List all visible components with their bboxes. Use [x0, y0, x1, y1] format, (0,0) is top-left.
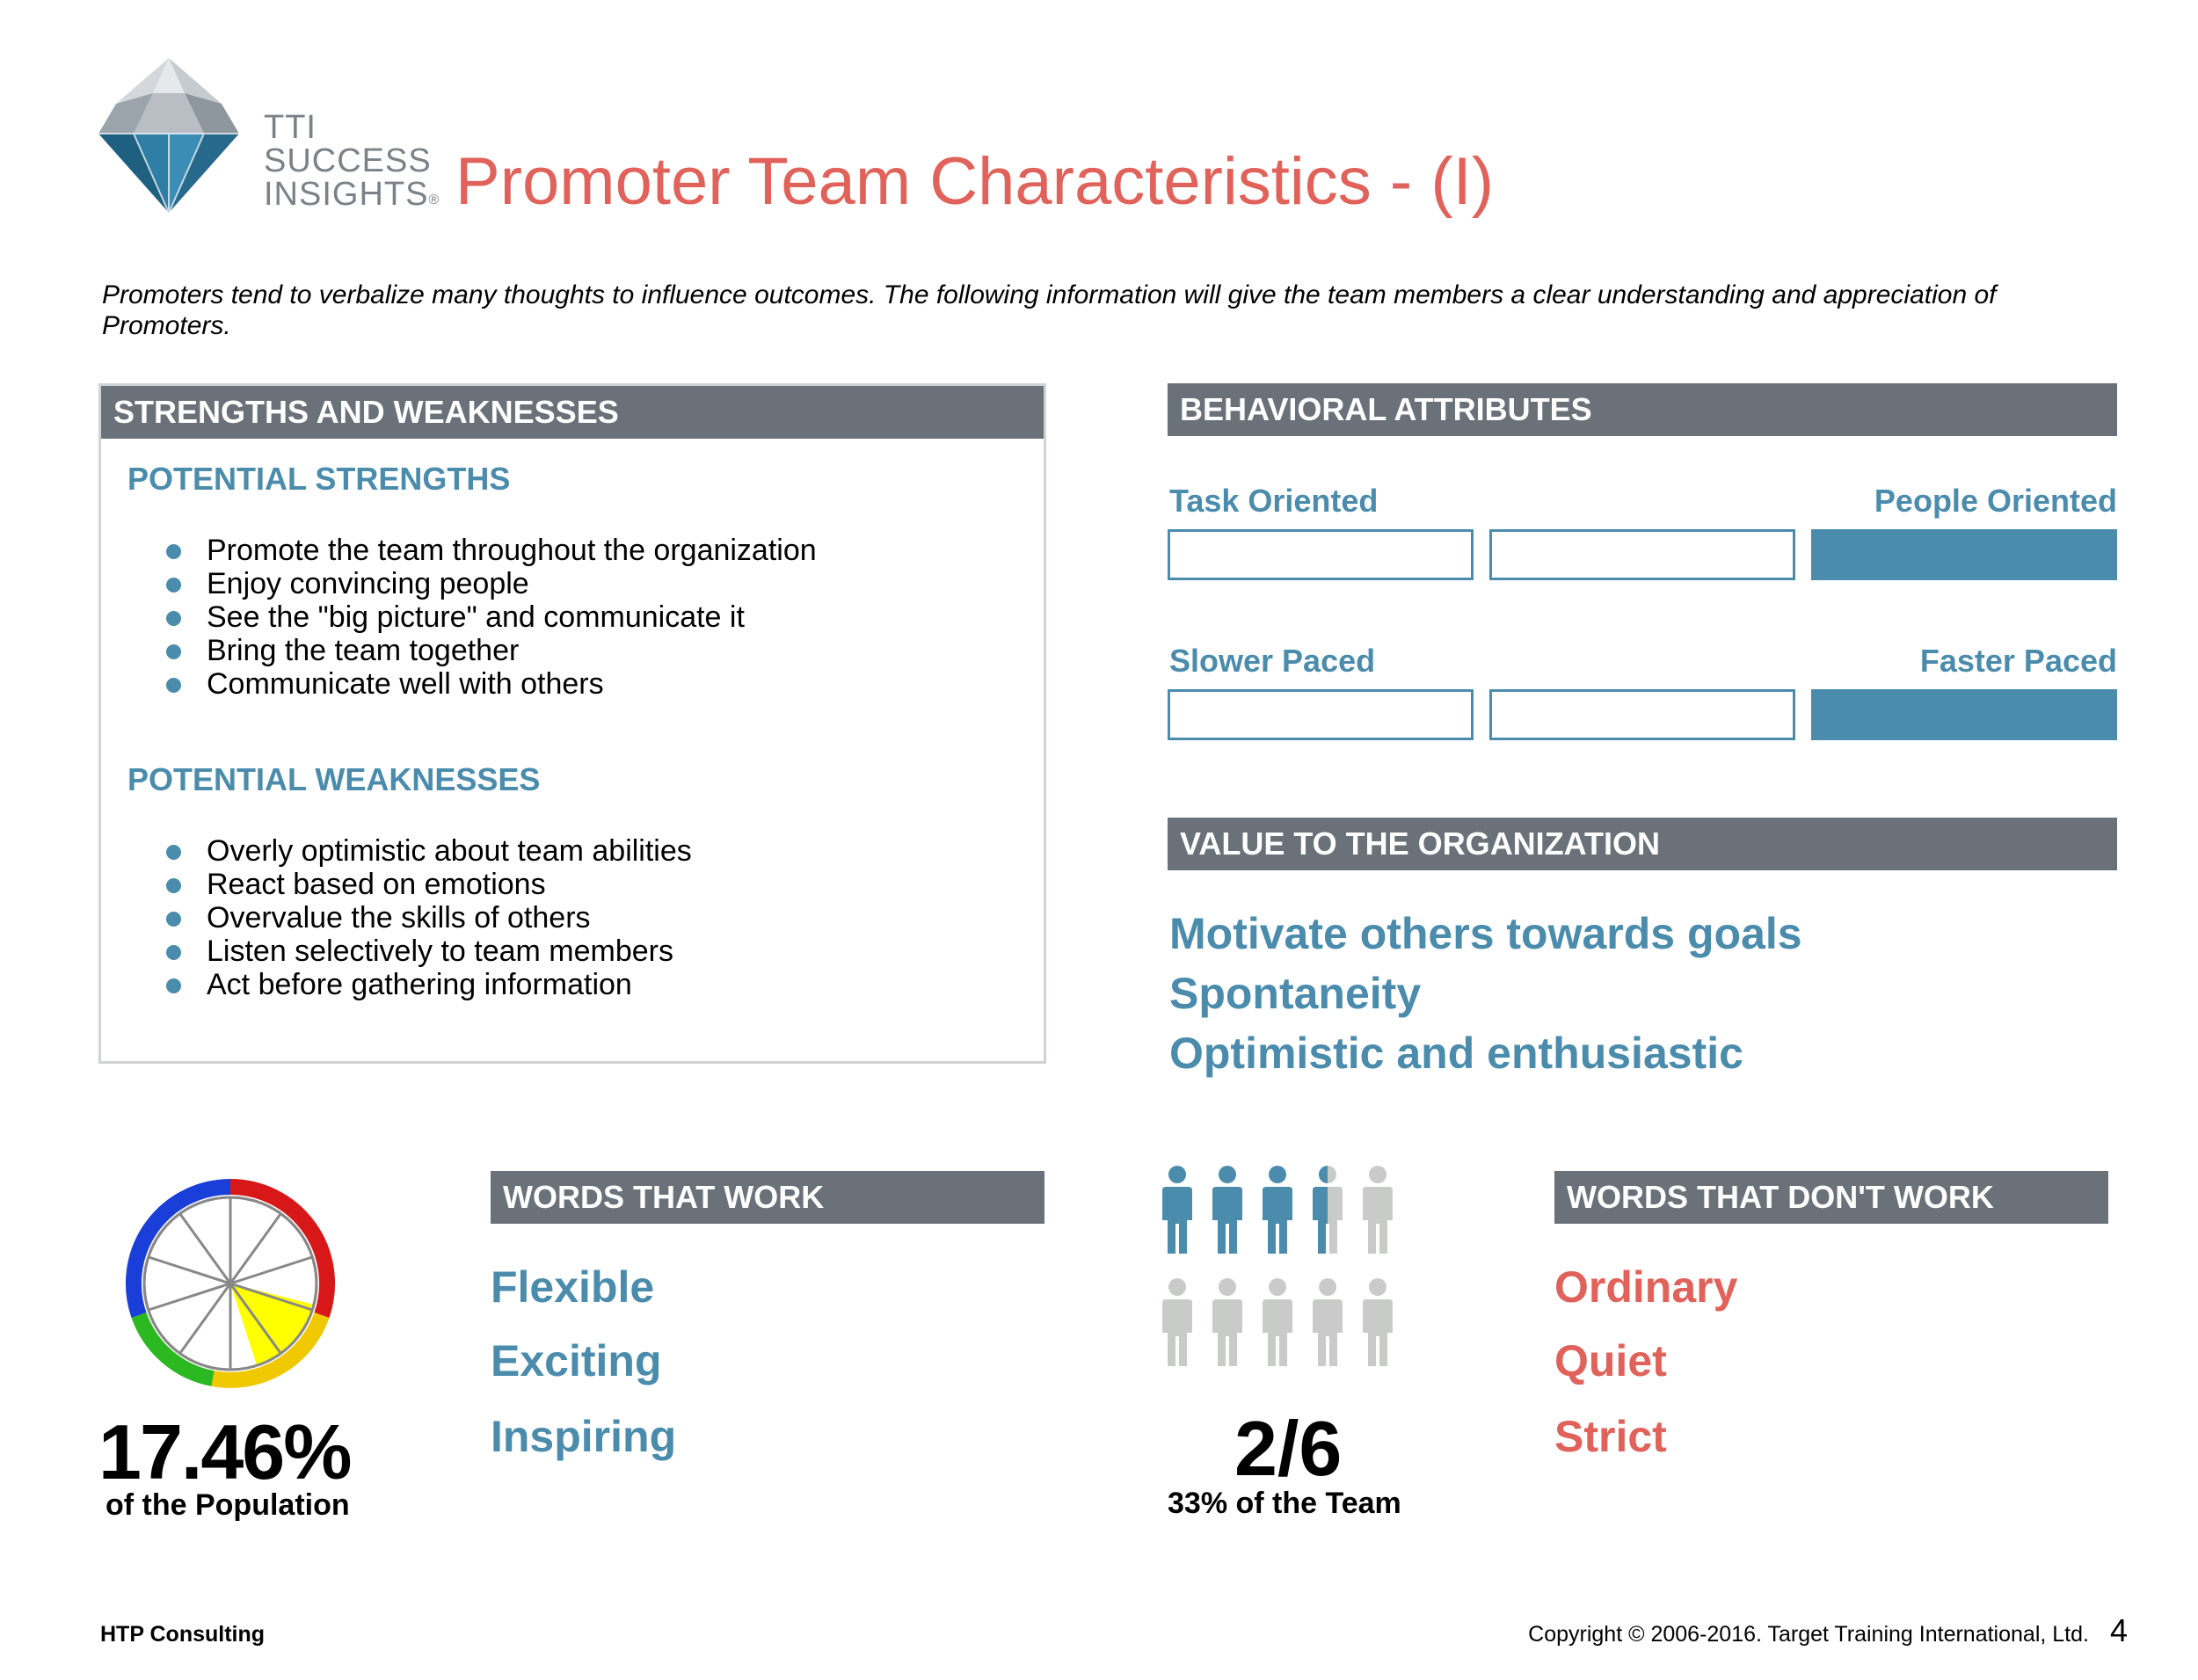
team-fraction: 2/6: [1234, 1405, 1343, 1492]
person-icon: [1363, 1166, 1393, 1254]
strengths-weaknesses-header: STRENGTHS AND WEAKNESSES: [101, 386, 1044, 439]
intro-text: Promoters tend to verbalize many thoughts to influence outcomes. The following information will give the team members a clear understanding and appreciation of Promoters.: [102, 280, 1997, 340]
scale-right-label: People Oriented: [1874, 483, 2117, 519]
list-item: Listen selectively to team members: [101, 935, 692, 968]
value-item: Spontaneity: [1169, 969, 1422, 1018]
person-icon: [1162, 1278, 1192, 1366]
person-icon: [1263, 1166, 1292, 1254]
person-icon: [1313, 1278, 1343, 1366]
potential-strengths-title: POTENTIAL STRENGTHS: [127, 461, 511, 497]
page-title: Promoter Team Characteristics - (I): [455, 144, 1495, 219]
list-item: Bring the team together: [101, 634, 817, 667]
team-people-graphic: [1162, 1166, 1417, 1385]
value-item: Optimistic and enthusiastic: [1169, 1029, 1743, 1078]
scale-box: [1811, 689, 2117, 740]
scale-box: [1811, 529, 2117, 580]
list-item: Enjoy convincing people: [101, 567, 817, 600]
footer-copyright: [1528, 1614, 2128, 1651]
task-people-scale: [1168, 529, 2117, 580]
scale-left-label: Slower Paced: [1169, 643, 1376, 679]
potential-weaknesses-title: POTENTIAL WEAKNESSES: [127, 761, 541, 797]
pace-scale: [1168, 689, 2117, 740]
list-item: React based on emotions: [101, 868, 692, 901]
word-item: Quiet: [1554, 1336, 1667, 1385]
scale-box: [1489, 689, 1795, 740]
list-item: Act before gathering information: [101, 968, 692, 1001]
list-item: Communicate well with others: [101, 667, 817, 701]
tti-diamond-logo: [98, 58, 239, 213]
page-number: 4: [2109, 1612, 2128, 1648]
scale-right-label: Faster Paced: [1919, 643, 2117, 679]
behavioral-attributes-header: BEHAVIORAL ATTRIBUTES: [1168, 383, 2117, 436]
value-item: Motivate others towards goals: [1169, 909, 1802, 958]
population-percent: 17.46%: [98, 1408, 351, 1495]
weaknesses-list: [101, 834, 692, 1001]
footer-company: HTP Consulting: [100, 1622, 266, 1647]
population-label: of the Population: [106, 1488, 350, 1522]
list-item: See the "big picture" and communicate it: [101, 600, 817, 634]
words-dont-work-header: WORDS THAT DON'T WORK: [1554, 1171, 2108, 1224]
words-that-work-header: WORDS THAT WORK: [491, 1171, 1044, 1224]
word-item: Inspiring: [491, 1412, 677, 1461]
team-label: 33% of the Team: [1168, 1487, 1401, 1520]
strengths-list: [101, 534, 817, 701]
copyright-text: Copyright © 2006-2016. Target Training International, Ltd.: [1528, 1622, 2089, 1647]
person-icon: [1212, 1278, 1242, 1366]
word-item: Exciting: [491, 1336, 662, 1385]
person-icon: [1363, 1278, 1393, 1366]
person-icon: [1162, 1166, 1192, 1254]
list-item: Overvalue the skills of others: [101, 901, 692, 935]
scale-box: [1168, 529, 1474, 580]
disc-wheel-icon: [125, 1178, 336, 1389]
list-item: Overly optimistic about team abilities: [101, 834, 692, 868]
scale-left-label: Task Oriented: [1169, 483, 1379, 519]
word-item: Strict: [1554, 1412, 1667, 1461]
scale-box: [1489, 529, 1795, 580]
person-icon: [1263, 1278, 1292, 1366]
word-item: Ordinary: [1554, 1262, 1738, 1312]
scale-box: [1168, 689, 1474, 740]
list-item: Promote the team throughout the organization: [101, 534, 817, 567]
logo-line-1: TTI: [264, 109, 317, 146]
logo-line-2: SUCCESS: [264, 142, 432, 179]
value-header: VALUE TO THE ORGANIZATION: [1168, 818, 2117, 870]
person-icon: [1212, 1166, 1242, 1254]
strengths-weaknesses-panel: [98, 383, 1046, 1064]
logo-line-3: INSIGHTS®: [264, 176, 440, 213]
word-item: Flexible: [491, 1262, 655, 1312]
logo-wordmark: [264, 111, 440, 217]
person-icon: [1313, 1166, 1343, 1254]
